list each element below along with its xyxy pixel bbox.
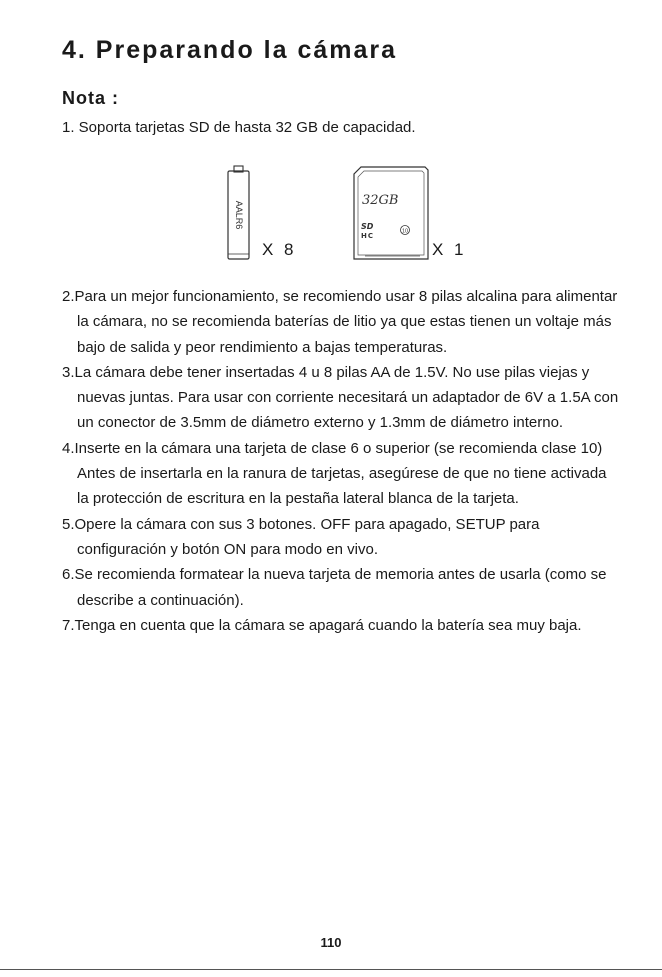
- sd-quantity: X 1: [432, 240, 467, 259]
- sd-capacity-label: 32GB: [362, 193, 399, 208]
- speed-class-icon: [401, 226, 410, 235]
- bottom-rule: [0, 969, 662, 970]
- battery-quantity: X 8: [262, 240, 297, 259]
- supplies-drawing: [0, 160, 662, 270]
- note-item-1: 1. Soporta tarjetas SD de hasta 32 GB de capacidad.: [62, 119, 416, 136]
- sd-card-icon: [354, 167, 428, 259]
- svg-text:HC: HC: [361, 232, 374, 240]
- aa-battery-icon: [228, 166, 249, 259]
- page-title: 4. Preparando la cámara: [62, 36, 398, 64]
- list-item: 2.Para un mejor funcionamiento, se recomiendo usar 8 pilas alcalina para alimentar la cámara, no se recomienda baterías de litio ya que estas tienen un voltaje más bajo de salida y peor rendimiento a bajas temperaturas.: [62, 288, 618, 356]
- sdhc-logo-icon: [361, 222, 374, 240]
- list-item: 4.Inserte en la cámara una tarjeta de clase 6 o superior (se recomienda clase 10) Antes de insertarla en la ranura de tarjetas, asegúrese de que no tiene activada la protección de escritura en la pestaña lateral blanca de la tarjeta.: [62, 439, 607, 508]
- list-item: 3.La cámara debe tener insertadas 4 u 8 pilas AA de 1.5V. No use pilas viejas y nuevas juntas. Para usar con corriente necesitará un adaptador de 6V a 1.5A con un conector de 3.5mm de diámetro externo y 1.3mm de diámetro interno.: [62, 363, 619, 432]
- note-heading: Nota :: [62, 88, 119, 108]
- supplies-illustration: [0, 160, 662, 270]
- battery-label: AALR6: [234, 200, 245, 230]
- speed-class-label: 10: [401, 228, 409, 235]
- svg-text:SD: SD: [361, 222, 374, 231]
- list-item: 7.Tenga en cuenta que la cámara se apagará cuando la batería sea muy baja.: [62, 616, 582, 634]
- list-item: 5.Opere la cámara con sus 3 botones. OFF para apagado, SETUP para configuración y botón ON para modo en vivo.: [62, 515, 540, 558]
- page-number: 110: [320, 935, 342, 950]
- instructions-list: [62, 284, 622, 638]
- list-item: 6.Se recomienda formatear la nueva tarjeta de memoria antes de usarla (como se describe a continuación).: [62, 566, 607, 609]
